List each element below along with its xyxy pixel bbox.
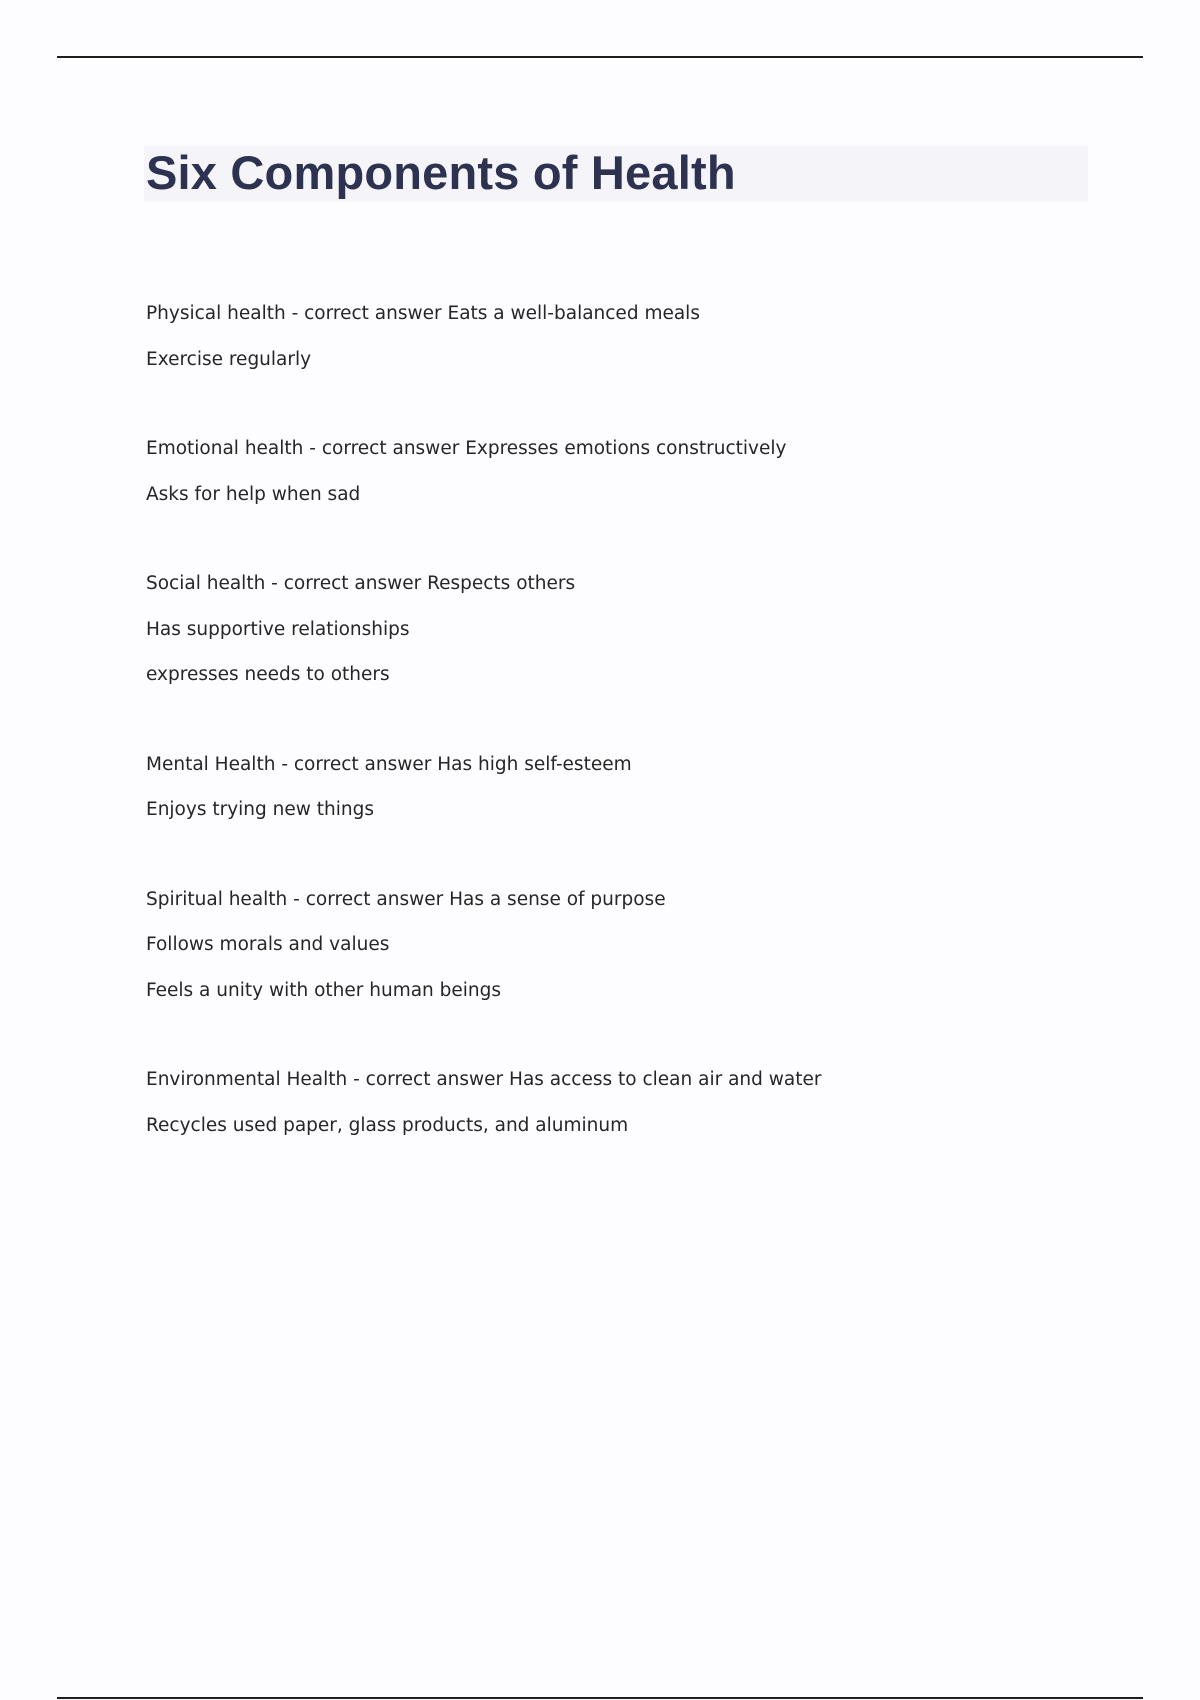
entry-term: Physical health bbox=[146, 303, 286, 324]
entry-answer: Expresses emotions constructively bbox=[465, 438, 787, 459]
entry-physical-health bbox=[146, 291, 1086, 382]
entry-answer-line: Exercise regularly bbox=[146, 348, 312, 370]
entry-separator: - correct answer bbox=[285, 303, 448, 324]
entry-answer-line: Follows morals and values bbox=[146, 934, 390, 955]
entry-first-line bbox=[146, 291, 1086, 337]
entry-first-line bbox=[146, 1057, 1086, 1103]
entry-term: Mental Health bbox=[146, 753, 276, 775]
entry-environmental-health bbox=[146, 1057, 1086, 1148]
entry-social-health bbox=[146, 561, 1086, 698]
entry-term: Environmental Health bbox=[146, 1069, 348, 1090]
entry-first-line bbox=[146, 742, 1086, 788]
entry-separator: - correct answer bbox=[265, 573, 428, 594]
entry-answer: Respects others bbox=[427, 573, 576, 594]
entry-term: Social health bbox=[146, 573, 266, 594]
entry-answer: Eats a well-balanced meals bbox=[447, 303, 700, 324]
header-rule bbox=[57, 56, 1143, 58]
entry-answer-line: Feels a unity with other human beings bbox=[146, 979, 502, 1001]
entry-separator: - correct answer bbox=[347, 1069, 510, 1090]
entry-mental-health bbox=[146, 742, 1086, 833]
entry-separator: - correct answer bbox=[287, 888, 450, 910]
entry-first-line bbox=[146, 561, 1086, 607]
entry-first-line bbox=[146, 426, 1086, 472]
entry-answer: Has a sense of purpose bbox=[449, 888, 666, 910]
entry-answer-line: Has supportive relationships bbox=[146, 618, 410, 640]
entry-answer-line: Recycles used paper, glass products, and aluminum bbox=[146, 1114, 629, 1136]
entry-answer-line: Enjoys trying new things bbox=[146, 799, 374, 820]
entry-answer: Has high self-esteem bbox=[437, 753, 632, 775]
entry-separator: - correct answer bbox=[303, 438, 466, 459]
page-title: Six Components of Health bbox=[146, 146, 736, 199]
entry-spiritual-health bbox=[146, 877, 1086, 1014]
entry-separator: - correct answer bbox=[275, 753, 438, 775]
entry-term: Emotional health bbox=[146, 438, 304, 459]
entry-answer: Has access to clean air and water bbox=[509, 1069, 822, 1090]
document-body bbox=[146, 291, 1086, 1192]
entry-answer-line: expresses needs to others bbox=[146, 664, 390, 685]
footer-rule bbox=[57, 1697, 1143, 1699]
entry-first-line bbox=[146, 877, 1086, 923]
entry-emotional-health bbox=[146, 426, 1086, 517]
entry-term: Spiritual health bbox=[146, 888, 288, 910]
entry-answer-line: Asks for help when sad bbox=[146, 483, 361, 505]
